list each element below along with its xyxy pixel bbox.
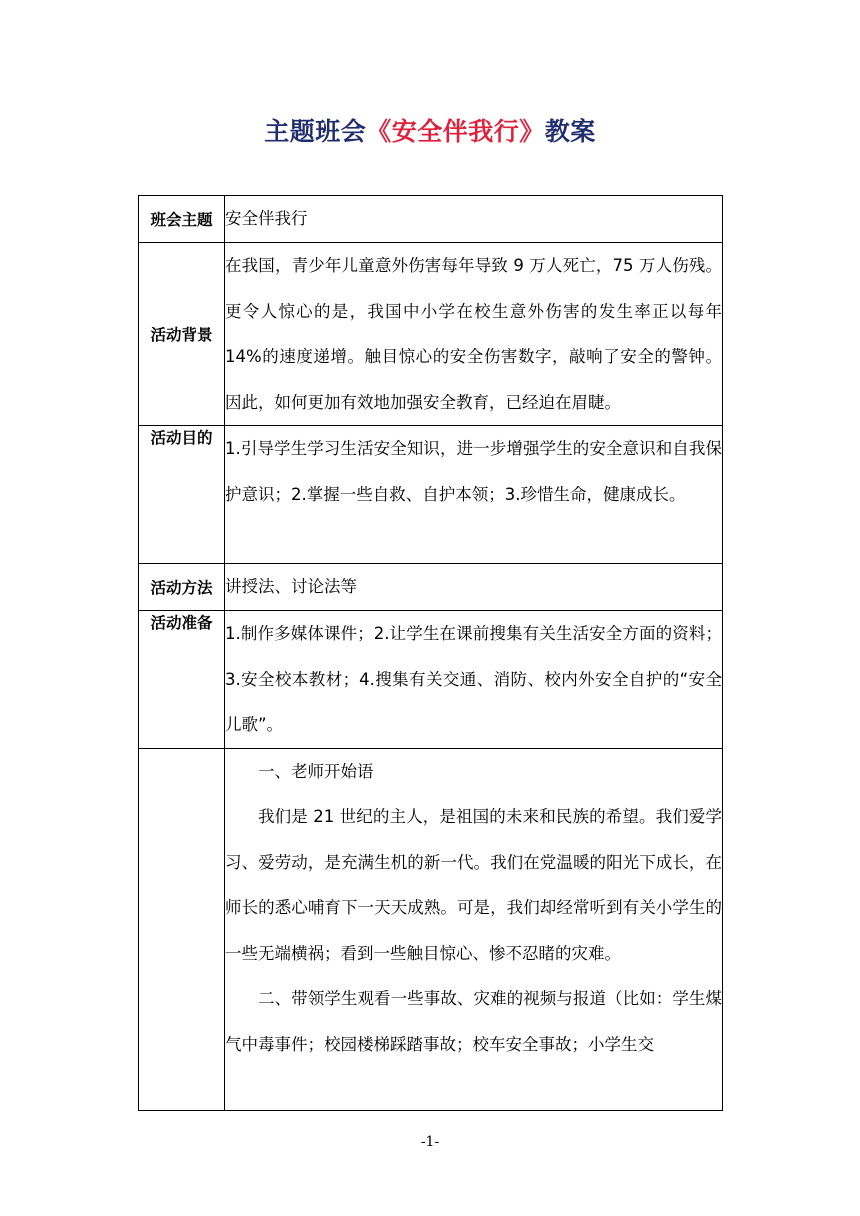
process-paragraph-2: 我们是 21 世纪的主人，是祖国的未来和民族的希望。我们爱学习、爱劳动，是充满生机的新一代。我们在党温暖的阳光下成长，在师长的悉心哺育下一天天成熟。可是，我们却经常听到有关小学生的一些无端横祸；看到一些触目惊心、惨不忍睹的灾难。 [225, 807, 722, 963]
row-label-theme: 班会主题 [139, 196, 225, 243]
lesson-plan-table [138, 195, 723, 1111]
row-content-purpose: 1.引导学生学习生活安全知识，进一步增强学生的安全意识和自我保护意识；2.掌握一些自救、自护本领；3.珍惜生命，健康成长。 [225, 426, 723, 564]
row-label-process [139, 748, 225, 1110]
row-label-background: 活动背景 [139, 243, 225, 426]
row-label-preparation: 活动准备 [139, 611, 225, 749]
row-content-process [225, 748, 723, 1110]
page-number: -1- [420, 1134, 440, 1150]
row-label-purpose: 活动目的 [139, 426, 225, 564]
row-content-background: 在我国，青少年儿童意外伤害每年导致 9 万人死亡，75 万人伤残。更令人惊心的是，我国中小学在校生意外伤害的发生率正以每年 14%的速度递增。触目惊心的安全伤害数字，敲响了安全的警钟。因此，如何更加有效地加强安全教育，已经迫在眉睫。 [225, 243, 723, 426]
row-content-preparation: 1.制作多媒体课件；2.让学生在课前搜集有关生活安全方面的资料；3.安全校本教材；4.搜集有关交通、消防、校内外安全自护的“安全儿歌”。 [225, 611, 723, 749]
row-content-method: 讲授法、讨论法等 [225, 564, 723, 611]
table-row-process [139, 748, 723, 1110]
table-row-theme [139, 196, 723, 243]
process-paragraph-1: 一、老师开始语 [258, 761, 374, 781]
table-row-background [139, 243, 723, 426]
document-title [0, 112, 860, 148]
table-row-method [139, 564, 723, 611]
row-label-method: 活动方法 [139, 564, 225, 611]
title-part-3: 教案 [544, 117, 596, 146]
title-part-2: 《安全伴我行》 [366, 117, 545, 146]
table-row-purpose [139, 426, 723, 564]
process-paragraph-3: 二、带领学生观看一些事故、灾难的视频与报道（比如：学生煤气中毒事件；校园楼梯踩踏事故；校车安全事故；小学生交 [225, 989, 722, 1054]
row-content-theme: 安全伴我行 [225, 196, 723, 243]
title-part-1: 主题班会 [264, 117, 367, 146]
table-row-preparation [139, 611, 723, 749]
